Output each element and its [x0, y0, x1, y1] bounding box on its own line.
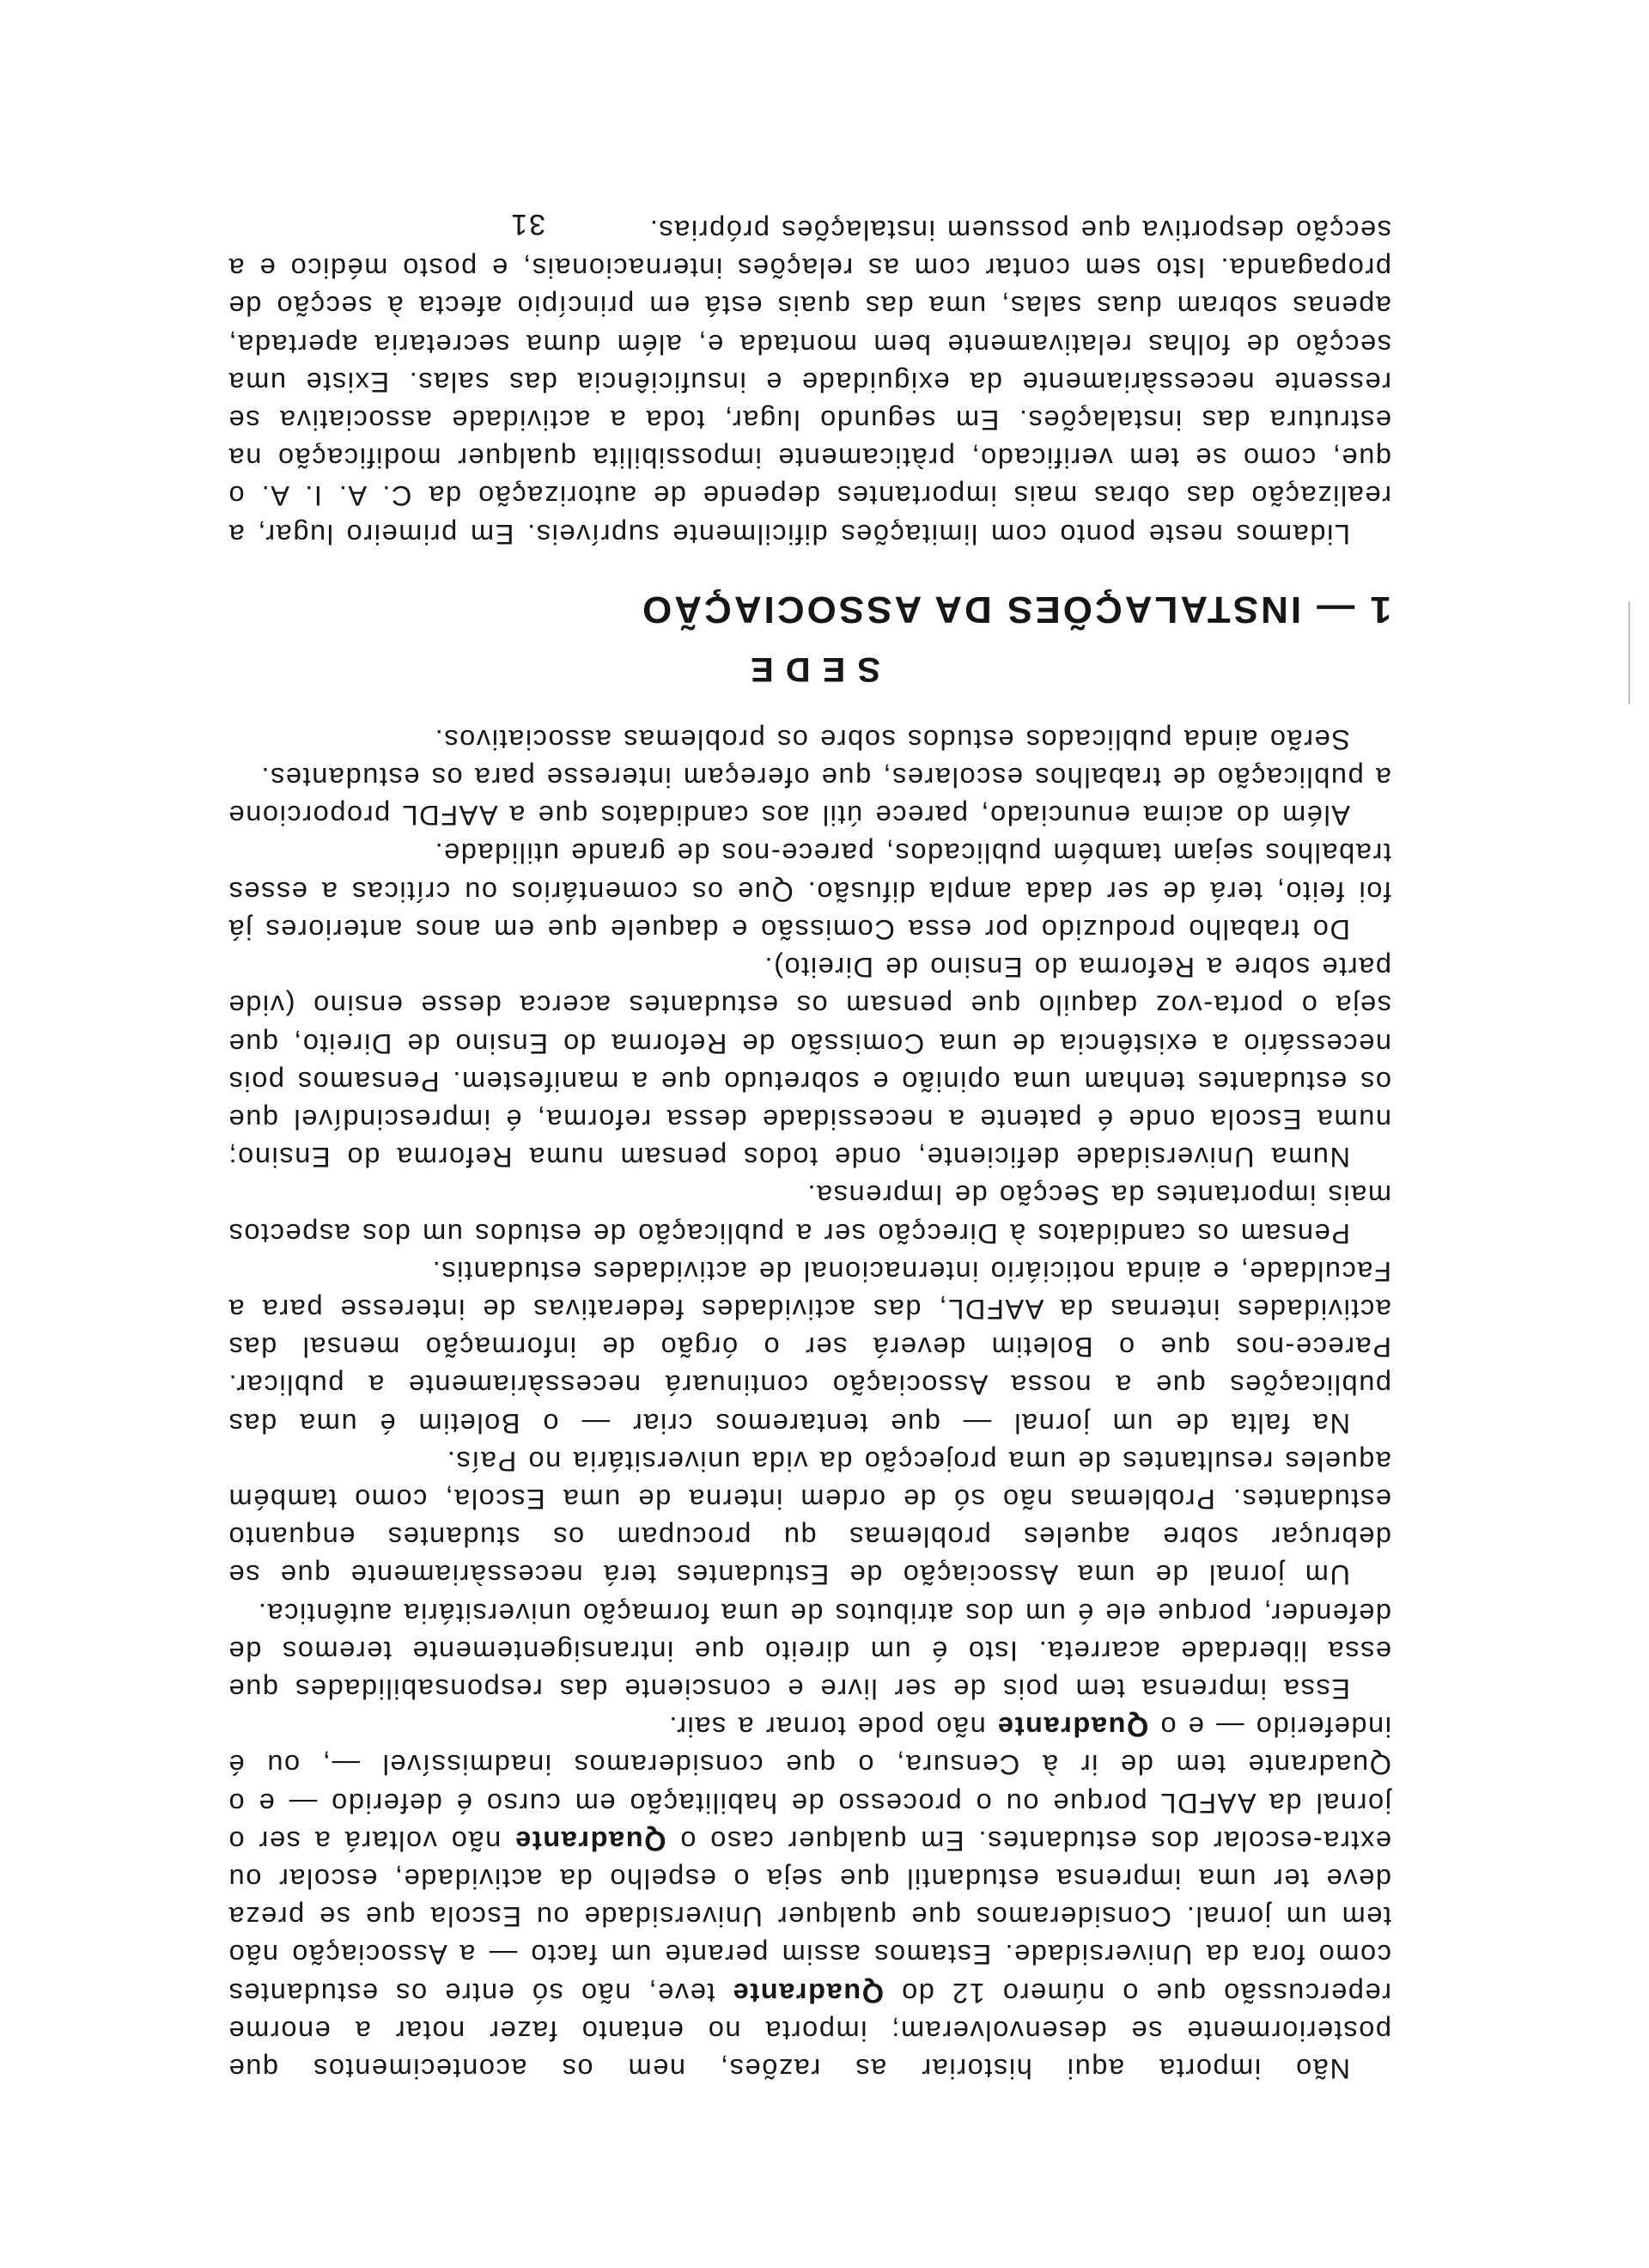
p1-text-c: não voltará a ser o jornal da AAFDL porque ou o processo de habilitação em curso é deferido — e o Quadrante tem de ir à Censura, o que consideramos inadmissível —, ou é indeferido — e o: [228, 1711, 1391, 1856]
paragraph-imprensa-livre: Essa imprensa tem pois de ser livre e consciente das responsabilidades que essa liberdade acarreta. Isto é um direito que intransigentemente teremos de defender, porque ele é um dos atributos de uma formação universitária autêntica.: [228, 1597, 1391, 1704]
p1-text-d: não pode tornar a sair.: [667, 1711, 997, 1743]
paragraph-quadrante: [228, 1708, 1391, 2088]
paragraph-trabalho-comissao: Do trabalho produzido por essa Comissão e daquele que em anos anteriores já foi feito, terá de ser dada ampla difusão. Que os comentários ou críticas a esses trabalhos sejam também publicados, parece-nos de grande utilidade.: [228, 838, 1391, 945]
paragraph-instalacoes: Lidamos neste ponto com limitações dificilmente supríveis. Em primeiro lugar, a realização das obras mais importantes depende de autorização da C. A. I. A. o que, como se tem verificado, pràticamente impossibilita qualquer modificação na estrutura das instalações. Em segundo lugar, toda a actividade associativa se ressente necessàriamente da exiguidade e insuficiência das salas. Existe uma secção de folhas relativamente bem montada e, além duma secretaria apertada, apenas sobram duas salas, uma das quais está em princípio afecta à secção de propaganda. Isto sem contar com as relações internacionais, e posto médico e a secção desportiva que possuem instalações próprias.: [228, 215, 1391, 550]
p1-text-a: Não importa aqui historiar as razões, nem os acontecimentos que posteriormente se desenvolveram; importa no entanto fazer notar a enorme repercussão que o número 12 do: [228, 1977, 1391, 2084]
paragraph-jornal-associacao: Um jornal de uma Associação de Estudantes terá necessàriamente que se debruçar sobre aqueles problemas qu procupam os studantes enquanto estudantes. Problemas não só de ordem interna de uma Escola, como também aqueles resultantes de uma projecção da vida universitária no País.: [228, 1445, 1391, 1591]
text-column: [228, 211, 1391, 2088]
paragraph-boletim: Na falta de um jornal — que tentaremos criar — o Boletim é uma das publicações que a nossa Associação continuará necessàriamente a publicar. Parece-nos que o Boletim deverá ser o órgão de informação mensal das actividades internas da AAFDL, das actividades federativas de interesse para a Faculdade, e ainda noticiário internacional de actividades estudantis.: [228, 1255, 1391, 1439]
quadrante-title: Quadrante: [996, 1711, 1149, 1743]
page-number: 31: [509, 208, 545, 241]
quadrante-title: Quadrante: [732, 1977, 884, 2009]
p1-text-b: teve, não só entre os estudantes como fora da Universidade. Estamos assim perante um facto — a Associação não tem um jornal. Consideramos que qualquer Universidade ou Escola que se preza deve ter uma imprensa estudantil que seja o espelho da actividade, escolar ou extra-escolar dos estudantes. Em qualquer caso o: [228, 1825, 1391, 2009]
paragraph-trabalhos-escolares: Além do acima enunciado, parece útil aos candidatos que a AAFDL proporcione a publicação de trabalhos escolares, que ofereçam interesse para os estudantes.: [228, 762, 1391, 832]
section-subtitle: 1 — INSTALAÇÕES DA ASSOCIAÇÃO: [640, 588, 1391, 631]
paragraph-publicacao-estudos: Pensam os candidatos à Direcção ser a publicação de estudos um dos aspectos mais importantes da Secção de Imprensa.: [228, 1180, 1391, 1249]
quadrante-title: Quadrante: [514, 1825, 666, 1856]
section-title: SEDE: [739, 649, 880, 688]
paragraph-problemas-associativos: Serão ainda publicados estudos sobre os problemas associativos.: [434, 723, 1350, 755]
paragraph-reforma-ensino: Numa Universidade deficiente, onde todos pensam numa Reforma do Ensino; numa Escola onde é patente a necessidade dessa reforma, é imprescindível que os estudantes tenham uma opinião e sobretudo que a manifestem. Pensamos pois necessário a existência de uma Comissão de Reforma do Ensino de Direito, que seja o porta-voz daquilo que pensam os estudantes acerca desse ensino (vide parte sobre a Reforma do Ensino de Direito).: [228, 952, 1391, 1174]
